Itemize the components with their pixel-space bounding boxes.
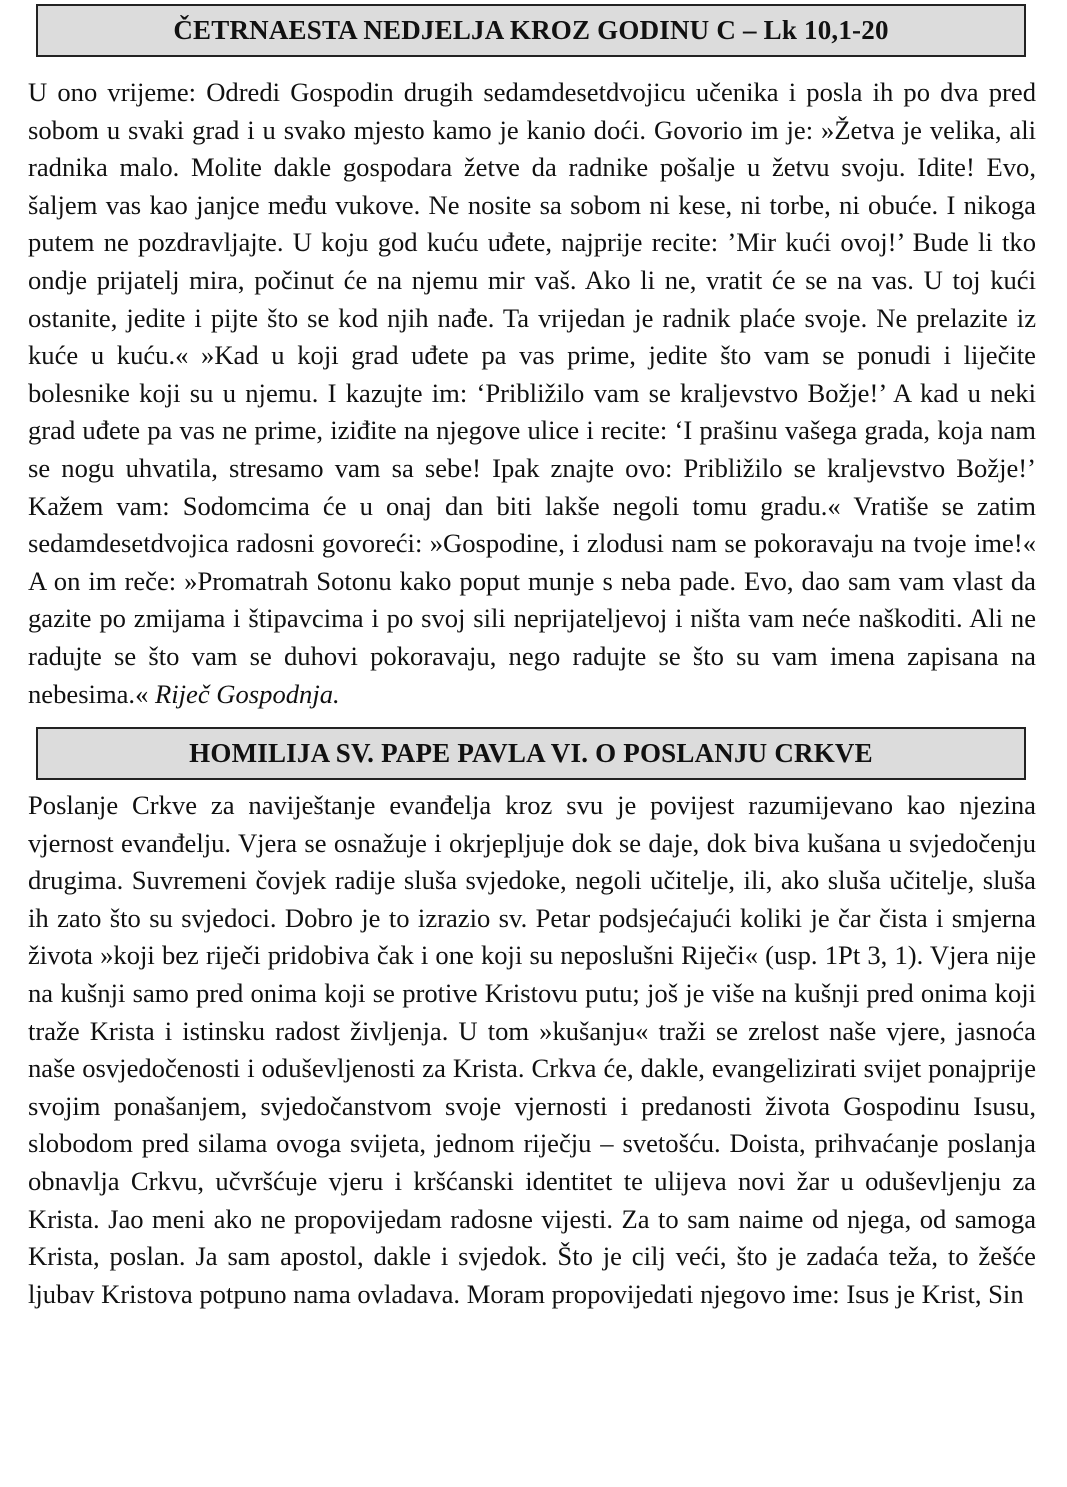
gospel-heading: ČETRNAESTA NEDJELJA KROZ GODINU C – Lk 10,1-20 xyxy=(36,4,1026,57)
homily-text: Poslanje Crkve za naviještanje evanđelja kroz svu je povijest razumijevano kao njezina vjernost evanđelju. Vjera se osnažuje i okrjepljuje dok se daje, dok biva kušana u svjedočenju drugima. Suvremeni čovjek radije sluša svjedoke, negoli učitelje, ili, ako sluša učitelje, sluša ih zato što su svjedoci. Dobro je to izrazio sv. Petar podsjećajući koliki je čar čista i smjerna života »koji bez riječi pridobiva čak i one koji su neposlušni Riječi« (usp. 1Pt 3, 1). Vjera nije na kušnji samo pred onima koji se protive Kristovu putu; još je više na kušnji pred onima koji traže Krista i istinsku radost življenja. U tom »kušanju« traži se zrelost naše vjere, jasnoća naše osvjedočenosti i oduševljenosti za Krista. Crkva će, dakle, evangelizirati svijet ponajprije svojim ponašanjem, svjedočanstvom svoje vjernosti i predanosti života Gospodinu Isusu, slobodom pred silama ovoga svijeta, jednom riječju – svetošću. Doista, prihvaćanje poslanja obnavlja Crkvu, učvršćuje vjeru i kršćanski identitet te ulijeva novi žar u oduševljenju za Krista. Jao meni ako ne propovijedam radosne vijesti. Za to sam naime od njega, od samoga Krista, poslan. Ja sam apostol, dakle i svjedok. Što je cilj veći, što je zadaća teža, to žešće ljubav Kristova potpuno nama ovladava. Moram propovijedati njegovo ime: Isus je Krist, Sin xyxy=(28,790,1036,1309)
gospel-reading-text: U ono vrijeme: Odredi Gospodin drugih sedamdesetdvojicu učenika i posla ih po dva pred sobom u svaki grad i u svako mjesto kamo je kanio doći. Govorio im je: »Žetva je velika, ali radnika malo. Molite dakle gospodara žetve da radnike pošalje u žetvu svoju. Idite! Evo, šaljem vas kao janjce među vukove. Ne nosite sa sobom ni kese, ni torbe, ni obuće. I nikoga putem ne pozdravljajte. U koju god kuću uđete, najprije recite: ’Mir kući ovoj!’ Bude li tko ondje prijatelj mira, počinut će na njemu mir vaš. Ako li ne, vratit će se na vas. U toj kući ostanite, jedite i pijte što se kod njih nađe. Ta vrijedan je radnik plaće svoje. Ne prelazite iz kuće u kuću.« »Kad u koji grad uđete pa vas prime, jedite što vam se ponudi i liječite bolesnike koji su u njemu. I kazujte im: ‘Približilo vam se kraljevstvo Božje!’ A kad u neki grad uđete pa vas ne prime, iziđite na njegove ulice i recite: ‘I prašinu vašega grada, koja nam se nogu uhvatila, stresamo vam sa sebe! Ipak znajte ovo: Približilo se kraljevstvo Božje!’ Kažem vam: Sodomcima će u onaj dan biti lakše negoli tomu gradu.« Vratiše se zatim sedamdesetdvojica radosni govoreći: »Gospodine, i zlodusi nam se pokoravaju na tvoje ime!« A on im reče: »Promatrah Sotonu kako poput munje s neba pade. Evo, dao sam vam vlast da gazite po zmijama i štipavcima i po svoj sili neprijateljevoj i ništa vam neće naškoditi. Ali ne radujte se što vam se duhovi pokoravaju, nego radujte se što su vam imena zapisana na nebesima.« xyxy=(28,77,1036,709)
gospel-closing-formula: Riječ Gospodnja. xyxy=(155,678,340,709)
homily-heading: HOMILIJA SV. PAPE PAVLA VI. O POSLANJU CRKVE xyxy=(36,727,1026,780)
document-page xyxy=(28,0,1038,1313)
gospel-reading xyxy=(28,74,1036,713)
